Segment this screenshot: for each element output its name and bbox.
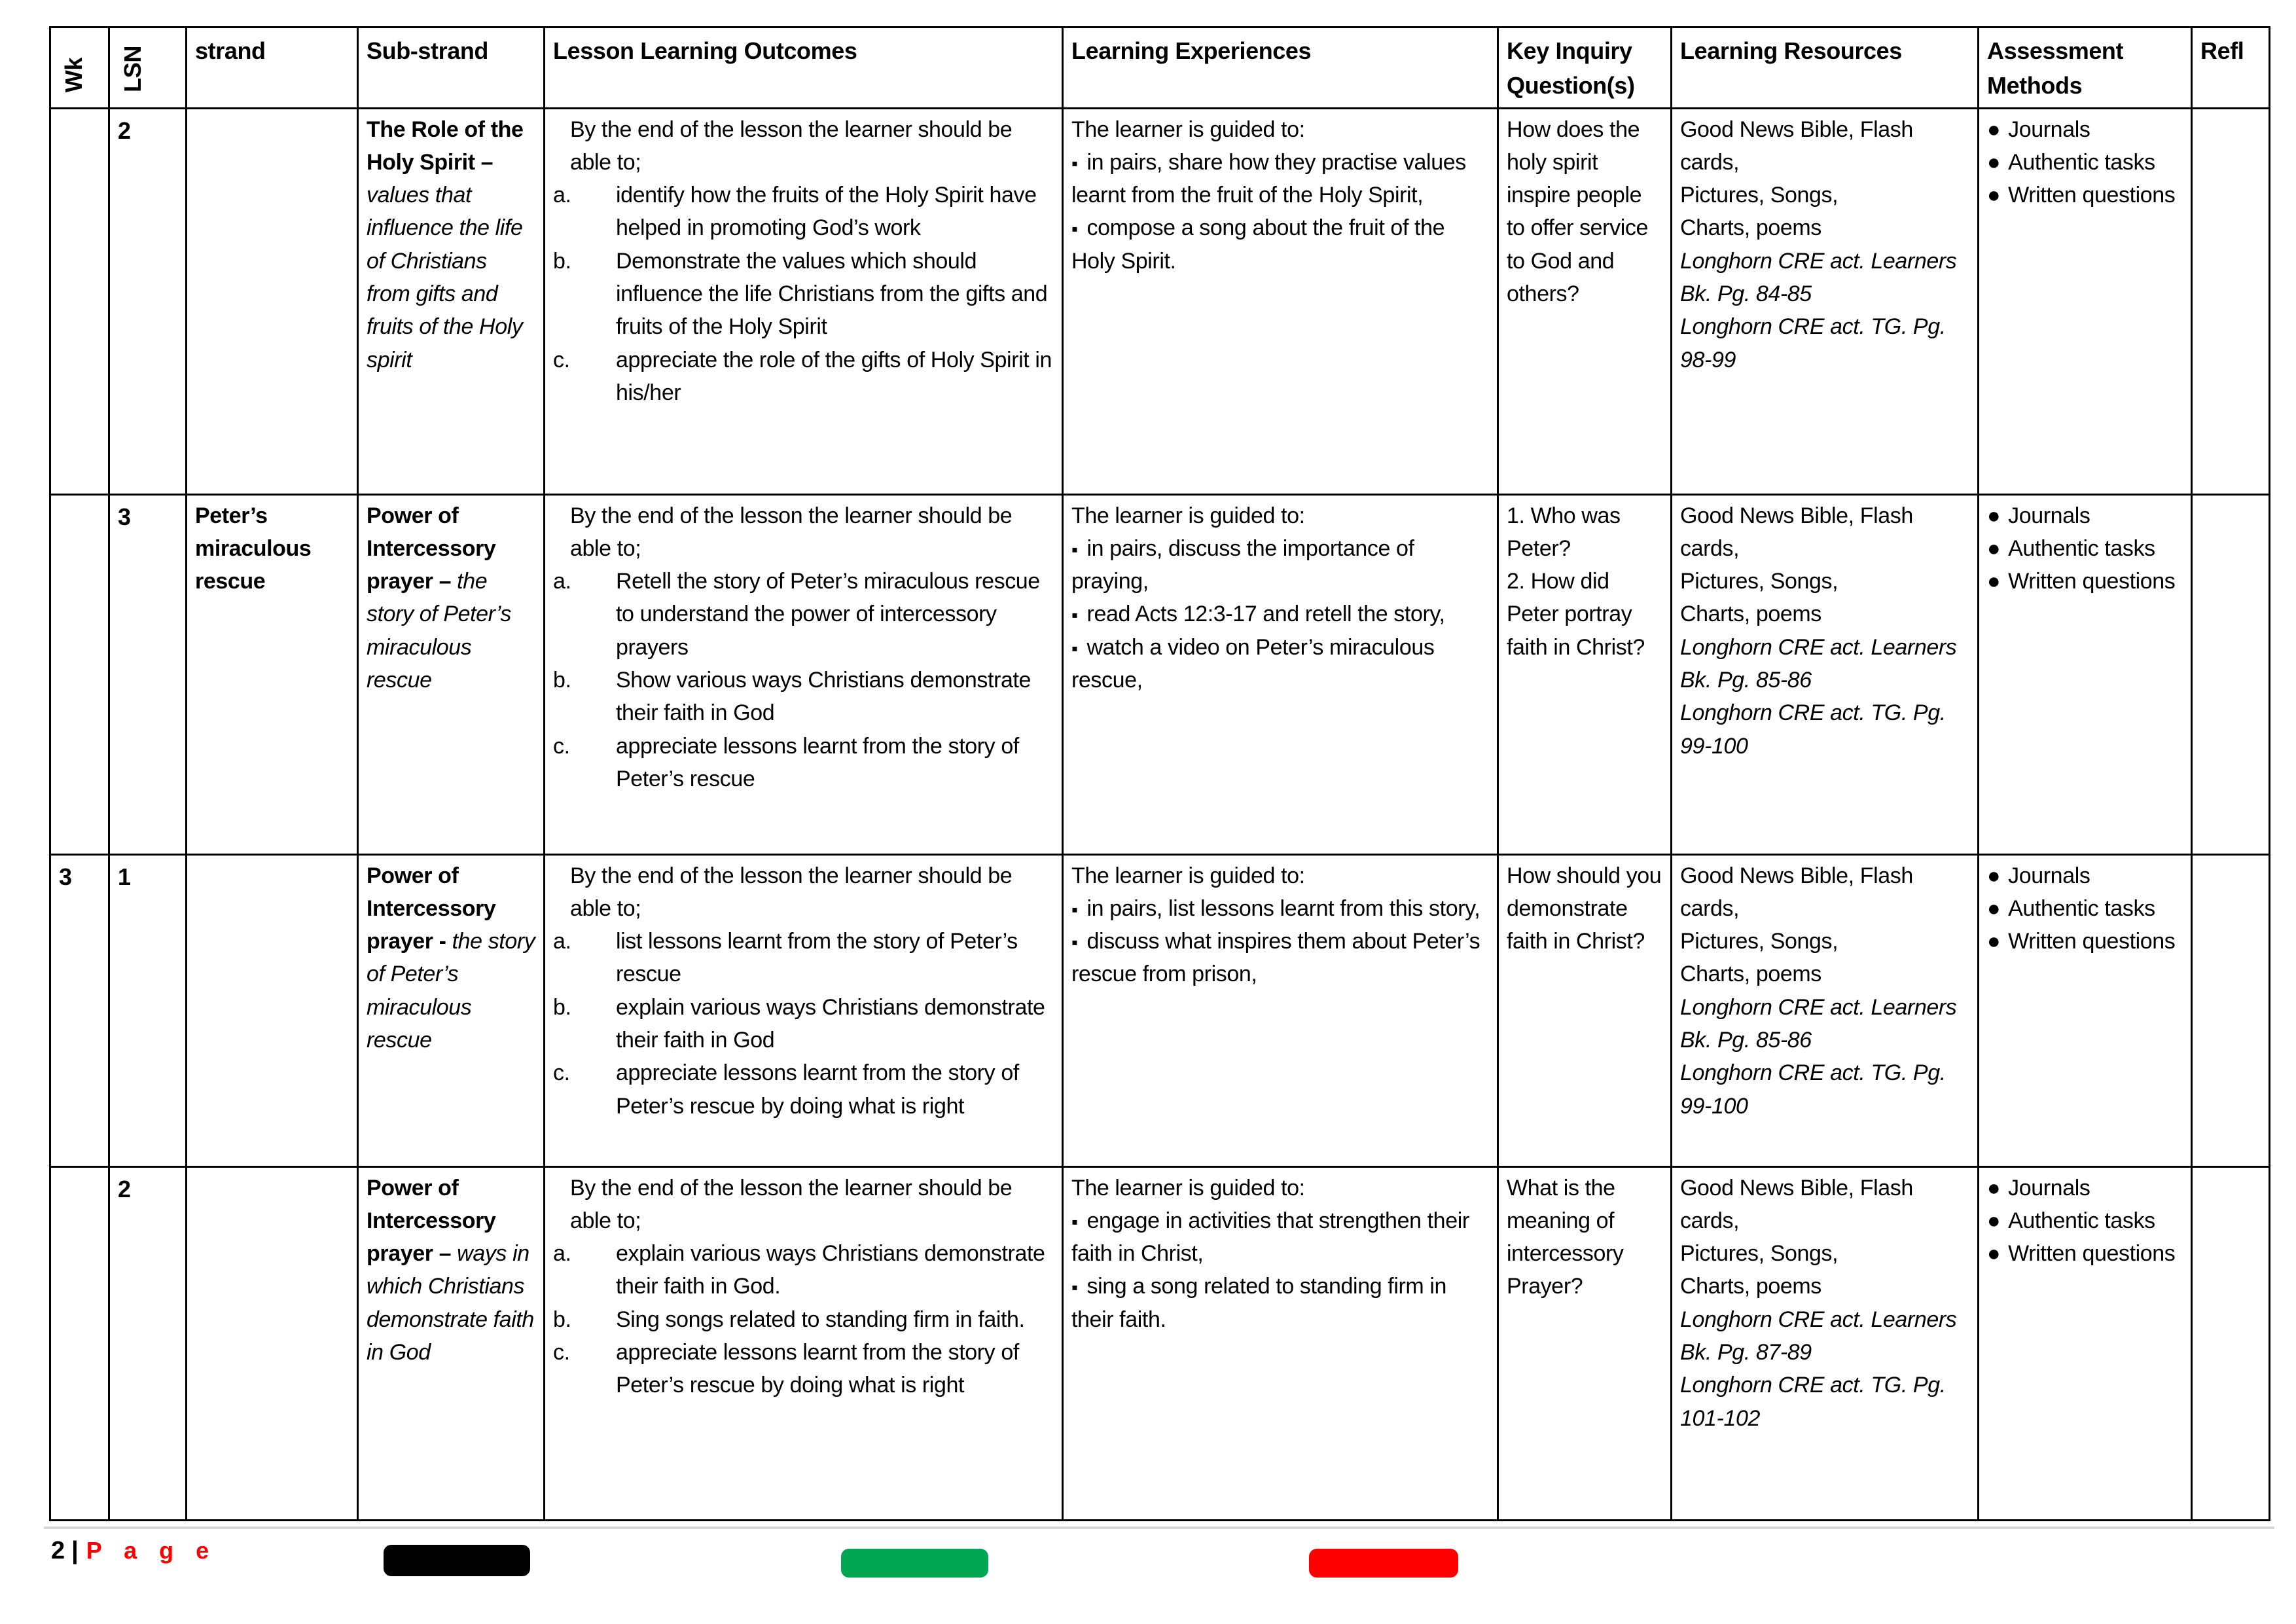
square-bullet-icon: ▪ bbox=[1071, 219, 1078, 240]
assessment-item bbox=[1987, 925, 2183, 958]
footer-page-label: P a g e bbox=[86, 1537, 217, 1564]
cell-outcomes bbox=[545, 494, 1063, 854]
experiences-intro: The learner is guided to: bbox=[1071, 1175, 1305, 1200]
cell-experiences bbox=[1063, 108, 1498, 494]
outcome-item bbox=[553, 991, 1054, 1057]
substrand-title: Power of Intercessory prayer – bbox=[367, 503, 496, 594]
cell-substrand bbox=[358, 854, 545, 1166]
cell-outcomes bbox=[545, 854, 1063, 1166]
outcome-item bbox=[553, 925, 1054, 991]
square-bullet-icon: ▪ bbox=[1071, 539, 1078, 560]
cell-inquiry bbox=[1498, 494, 1672, 854]
resource-ref-line: Longhorn CRE act. Learners Bk. Pg. 87-89 bbox=[1680, 1307, 1957, 1365]
outcome-item bbox=[553, 344, 1054, 410]
dot-bullet-icon: ● bbox=[1987, 503, 2001, 528]
outcome-text: Sing songs related to standing firm in faith. bbox=[616, 1307, 1025, 1332]
resource-line: Good News Bible, Flash cards, bbox=[1680, 1175, 1913, 1233]
experiences-intro: The learner is guided to: bbox=[1071, 863, 1305, 888]
resource-line: Charts, poems bbox=[1680, 962, 1821, 987]
cell-wk bbox=[50, 854, 109, 1166]
assessment-text: Journals bbox=[2008, 863, 2090, 888]
outcome-item bbox=[553, 179, 1054, 245]
cell-assessment bbox=[1979, 1166, 2192, 1520]
assessment-text: Authentic tasks bbox=[2008, 1208, 2155, 1233]
footer-divider-rule bbox=[44, 1526, 2274, 1529]
outcome-item bbox=[553, 730, 1054, 796]
resource-line: Charts, poems bbox=[1680, 215, 1821, 241]
outcome-text: explain various ways Christians demonstrate their faith in God bbox=[616, 994, 1045, 1053]
dot-bullet-icon: ● bbox=[1987, 1208, 2001, 1233]
assessment-item bbox=[1987, 859, 2183, 892]
footer-page-number: 2 bbox=[51, 1537, 65, 1564]
outcome-label: b. bbox=[553, 1307, 571, 1332]
cell-refl bbox=[2192, 108, 2270, 494]
resource-ref-line: Longhorn CRE act. TG. Pg. 99-100 bbox=[1680, 1060, 1946, 1119]
outcome-item bbox=[553, 565, 1054, 664]
experience-text: engage in activities that strengthen their faith in Christ, bbox=[1071, 1208, 1469, 1267]
outcome-text: Demonstrate the values which should influence the life Christians from the gifts and fruits of the Holy Spirit bbox=[616, 248, 1048, 340]
column-header-lsn bbox=[109, 27, 187, 109]
resource-line: Pictures, Songs, bbox=[1680, 929, 1839, 954]
assessment-item bbox=[1987, 113, 2183, 146]
cell-resources bbox=[1672, 494, 1979, 854]
outcome-label: c. bbox=[553, 347, 570, 372]
redaction-bar-black bbox=[384, 1545, 530, 1576]
cell-inquiry bbox=[1498, 854, 1672, 1166]
experience-item bbox=[1071, 1270, 1489, 1336]
experience-text: watch a video on Peter’s miraculous rescue, bbox=[1071, 634, 1435, 693]
assessment-text: Written questions bbox=[2008, 569, 2176, 594]
square-bullet-icon: ▪ bbox=[1071, 605, 1078, 626]
assessment-text: Journals bbox=[2008, 117, 2090, 142]
lsn-value: 3 bbox=[118, 503, 131, 530]
square-bullet-icon: ▪ bbox=[1071, 899, 1078, 920]
outcome-label: c. bbox=[553, 1340, 570, 1365]
cell-inquiry bbox=[1498, 108, 1672, 494]
experience-item bbox=[1071, 892, 1489, 925]
square-bullet-icon: ▪ bbox=[1071, 932, 1078, 953]
assessment-item bbox=[1987, 892, 2183, 925]
dot-bullet-icon: ● bbox=[1987, 183, 2001, 208]
wk-header-label: Wk bbox=[60, 58, 87, 93]
experience-text: compose a song about the fruit of the Holy Spirit. bbox=[1071, 215, 1445, 274]
cell-strand bbox=[187, 1166, 358, 1520]
resource-line: Good News Bible, Flash cards, bbox=[1680, 863, 1913, 921]
assessment-item bbox=[1987, 1172, 2183, 1204]
column-header-substrand: Sub-strand bbox=[358, 27, 545, 109]
outcome-item bbox=[553, 1336, 1054, 1402]
experience-text: read Acts 12:3-17 and retell the story, bbox=[1086, 602, 1445, 627]
cell-experiences bbox=[1063, 1166, 1498, 1520]
substrand-title: Power of Intercessory prayer - bbox=[367, 863, 496, 954]
resource-ref-line: Longhorn CRE act. Learners Bk. Pg. 84-85 bbox=[1680, 248, 1957, 307]
outcome-text: Retell the story of Peter’s miraculous rescue to understand the power of intercessory prayers bbox=[616, 569, 1040, 660]
outcome-item bbox=[553, 1056, 1054, 1123]
outcome-text: identify how the fruits of the Holy Spirit have helped in promoting God’s work bbox=[616, 183, 1037, 241]
column-header-experiences: Learning Experiences bbox=[1063, 27, 1498, 109]
scheme-of-work-table bbox=[49, 26, 2270, 1521]
assessment-text: Journals bbox=[2008, 1175, 2090, 1200]
outcome-text: appreciate lessons learnt from the story of Peter’s rescue by doing what is right bbox=[616, 1060, 1019, 1119]
wk-value: 3 bbox=[59, 863, 72, 890]
substrand-descriptor: values that influence the life of Christians from gifts and fruits of the Holy spirit bbox=[367, 183, 523, 372]
experience-item bbox=[1071, 146, 1489, 212]
header-row bbox=[50, 27, 2270, 109]
cell-assessment bbox=[1979, 854, 2192, 1166]
square-bullet-icon: ▪ bbox=[1071, 1211, 1078, 1232]
assessment-item bbox=[1987, 179, 2183, 211]
inquiry-line: How does the holy spirit inspire people to offer service to God and others? bbox=[1507, 117, 1648, 307]
column-header-inquiry: Key Inquiry Question(s) bbox=[1498, 27, 1672, 109]
column-header-outcomes: Lesson Learning Outcomes bbox=[545, 27, 1063, 109]
dot-bullet-icon: ● bbox=[1987, 1175, 2001, 1200]
assessment-text: Authentic tasks bbox=[2008, 149, 2155, 175]
assessment-item bbox=[1987, 532, 2183, 565]
outcomes-intro: By the end of the lesson the learner should be able to; bbox=[570, 863, 1013, 921]
assessment-text: Written questions bbox=[2008, 1241, 2176, 1267]
redaction-bar-green bbox=[841, 1549, 988, 1578]
assessment-text: Journals bbox=[2008, 503, 2090, 528]
outcome-label: c. bbox=[553, 733, 570, 759]
experience-item bbox=[1071, 598, 1489, 630]
cell-lsn bbox=[109, 108, 187, 494]
square-bullet-icon: ▪ bbox=[1071, 1277, 1078, 1298]
inquiry-line: How should you demonstrate faith in Christ? bbox=[1507, 863, 1662, 954]
outcome-text: list lessons learnt from the story of Peter’s rescue bbox=[616, 929, 1018, 987]
experience-item bbox=[1071, 1204, 1489, 1271]
lsn-value: 2 bbox=[118, 117, 131, 144]
cell-inquiry bbox=[1498, 1166, 1672, 1520]
experience-item bbox=[1071, 631, 1489, 697]
assessment-item bbox=[1987, 499, 2183, 532]
substrand-descriptor: the story of Peter’s miraculous rescue bbox=[367, 569, 511, 693]
inquiry-line: What is the meaning of intercessory Prayer? bbox=[1507, 1175, 1624, 1299]
cell-assessment bbox=[1979, 108, 2192, 494]
footer-separator: | bbox=[71, 1537, 79, 1564]
cell-resources bbox=[1672, 1166, 1979, 1520]
outcome-item bbox=[553, 664, 1054, 730]
cell-outcomes bbox=[545, 108, 1063, 494]
assessment-item bbox=[1987, 146, 2183, 179]
resource-line: Charts, poems bbox=[1680, 1274, 1821, 1299]
resource-ref-line: Longhorn CRE act. Learners Bk. Pg. 85-86 bbox=[1680, 994, 1957, 1053]
resource-line: Pictures, Songs, bbox=[1680, 183, 1839, 208]
resource-ref-line: Longhorn CRE act. TG. Pg. 98-99 bbox=[1680, 314, 1946, 372]
resource-line: Charts, poems bbox=[1680, 602, 1821, 627]
substrand-descriptor: the story of Peter’s miraculous rescue bbox=[367, 929, 535, 1053]
experience-text: in pairs, list lessons learnt from this story, bbox=[1086, 895, 1480, 921]
strand-value: Peter’s miraculous rescue bbox=[195, 503, 312, 594]
dot-bullet-icon: ● bbox=[1987, 929, 2001, 954]
cell-assessment bbox=[1979, 494, 2192, 854]
cell-substrand bbox=[358, 494, 545, 854]
cell-refl bbox=[2192, 854, 2270, 1166]
outcome-label: a. bbox=[553, 1241, 571, 1267]
cell-lsn bbox=[109, 494, 187, 854]
cell-wk bbox=[50, 108, 109, 494]
outcome-label: b. bbox=[553, 994, 571, 1020]
cell-refl bbox=[2192, 494, 2270, 854]
outcome-item bbox=[553, 1237, 1054, 1303]
substrand-title: Power of Intercessory prayer – bbox=[367, 1175, 496, 1267]
page-footer bbox=[51, 1537, 217, 1565]
column-header-wk bbox=[50, 27, 109, 109]
cell-resources bbox=[1672, 854, 1979, 1166]
outcome-text: appreciate lessons learnt from the story of Peter’s rescue bbox=[616, 733, 1019, 792]
lsn-value: 1 bbox=[118, 863, 131, 890]
cell-experiences bbox=[1063, 494, 1498, 854]
dot-bullet-icon: ● bbox=[1987, 1241, 2001, 1267]
outcome-text: appreciate lessons learnt from the story of Peter’s rescue by doing what is right bbox=[616, 1340, 1019, 1398]
table-row bbox=[50, 854, 2270, 1166]
resource-ref-line: Longhorn CRE act. Learners Bk. Pg. 85-86 bbox=[1680, 634, 1957, 693]
dot-bullet-icon: ● bbox=[1987, 863, 2001, 888]
assessment-item bbox=[1987, 1237, 2183, 1270]
table-row bbox=[50, 1166, 2270, 1520]
column-header-refl: Refl bbox=[2192, 27, 2270, 109]
column-header-assessment: Assessment Methods bbox=[1979, 27, 2192, 109]
dot-bullet-icon: ● bbox=[1987, 569, 2001, 594]
resource-line: Good News Bible, Flash cards, bbox=[1680, 503, 1913, 561]
experience-item bbox=[1071, 925, 1489, 991]
square-bullet-icon: ▪ bbox=[1071, 153, 1078, 173]
outcome-label: a. bbox=[553, 929, 571, 954]
lsn-value: 2 bbox=[118, 1175, 131, 1202]
outcome-label: b. bbox=[553, 668, 571, 693]
cell-substrand bbox=[358, 108, 545, 494]
dot-bullet-icon: ● bbox=[1987, 149, 2001, 175]
cell-substrand bbox=[358, 1166, 545, 1520]
outcomes-intro: By the end of the lesson the learner should be able to; bbox=[570, 117, 1013, 175]
cell-resources bbox=[1672, 108, 1979, 494]
outcomes-intro: By the end of the lesson the learner should be able to; bbox=[570, 1175, 1013, 1233]
cell-outcomes bbox=[545, 1166, 1063, 1520]
column-header-resources: Learning Resources bbox=[1672, 27, 1979, 109]
cell-experiences bbox=[1063, 854, 1498, 1166]
cell-lsn bbox=[109, 1166, 187, 1520]
resource-line: Pictures, Songs, bbox=[1680, 1241, 1839, 1267]
outcome-label: b. bbox=[553, 248, 571, 274]
substrand-title: The Role of the Holy Spirit – bbox=[367, 117, 524, 175]
assessment-item bbox=[1987, 1204, 2183, 1237]
outcome-text: appreciate the role of the gifts of Holy Spirit in his/her bbox=[616, 347, 1052, 406]
cell-strand bbox=[187, 494, 358, 854]
cell-strand bbox=[187, 854, 358, 1166]
experience-item bbox=[1071, 211, 1489, 278]
experience-text: sing a song related to standing firm in their faith. bbox=[1071, 1274, 1447, 1332]
substrand-descriptor: ways in which Christians demonstrate faith in God bbox=[367, 1241, 534, 1365]
table-row bbox=[50, 494, 2270, 854]
outcome-item bbox=[553, 245, 1054, 344]
outcome-label: a. bbox=[553, 569, 571, 594]
experience-text: discuss what inspires them about Peter’s rescue from prison, bbox=[1071, 929, 1480, 987]
inquiry-line: 2. How did Peter portray faith in Christ? bbox=[1507, 569, 1645, 660]
experiences-intro: The learner is guided to: bbox=[1071, 117, 1305, 142]
assessment-item bbox=[1987, 565, 2183, 598]
inquiry-line: 1. Who was Peter? bbox=[1507, 503, 1621, 561]
outcome-item bbox=[553, 1303, 1054, 1336]
outcomes-intro: By the end of the lesson the learner should be able to; bbox=[570, 503, 1013, 561]
lsn-header-label: LSN bbox=[119, 46, 146, 93]
assessment-text: Authentic tasks bbox=[2008, 535, 2155, 561]
experience-text: in pairs, discuss the importance of praying, bbox=[1071, 535, 1414, 594]
dot-bullet-icon: ● bbox=[1987, 895, 2001, 921]
outcome-text: explain various ways Christians demonstrate their faith in God. bbox=[616, 1241, 1045, 1299]
cell-wk bbox=[50, 494, 109, 854]
experience-text: in pairs, share how they practise values learnt from the fruit of the Holy Spirit, bbox=[1071, 149, 1466, 208]
table-row bbox=[50, 108, 2270, 494]
cell-lsn bbox=[109, 854, 187, 1166]
square-bullet-icon: ▪ bbox=[1071, 638, 1078, 659]
cell-strand bbox=[187, 108, 358, 494]
resource-line: Pictures, Songs, bbox=[1680, 569, 1839, 594]
dot-bullet-icon: ● bbox=[1987, 117, 2001, 142]
cell-refl bbox=[2192, 1166, 2270, 1520]
experiences-intro: The learner is guided to: bbox=[1071, 503, 1305, 528]
resource-line: Good News Bible, Flash cards, bbox=[1680, 117, 1913, 175]
outcome-label: c. bbox=[553, 1060, 570, 1086]
assessment-text: Written questions bbox=[2008, 929, 2176, 954]
resource-ref-line: Longhorn CRE act. TG. Pg. 101-102 bbox=[1680, 1373, 1946, 1431]
outcome-label: a. bbox=[553, 183, 571, 208]
assessment-text: Authentic tasks bbox=[2008, 895, 2155, 921]
dot-bullet-icon: ● bbox=[1987, 535, 2001, 561]
resource-ref-line: Longhorn CRE act. TG. Pg. 99-100 bbox=[1680, 700, 1946, 759]
assessment-text: Written questions bbox=[2008, 183, 2176, 208]
cell-wk bbox=[50, 1166, 109, 1520]
experience-item bbox=[1071, 532, 1489, 598]
column-header-strand: strand bbox=[187, 27, 358, 109]
redaction-bar-red bbox=[1309, 1549, 1458, 1578]
outcome-text: Show various ways Christians demonstrate their faith in God bbox=[616, 668, 1031, 726]
